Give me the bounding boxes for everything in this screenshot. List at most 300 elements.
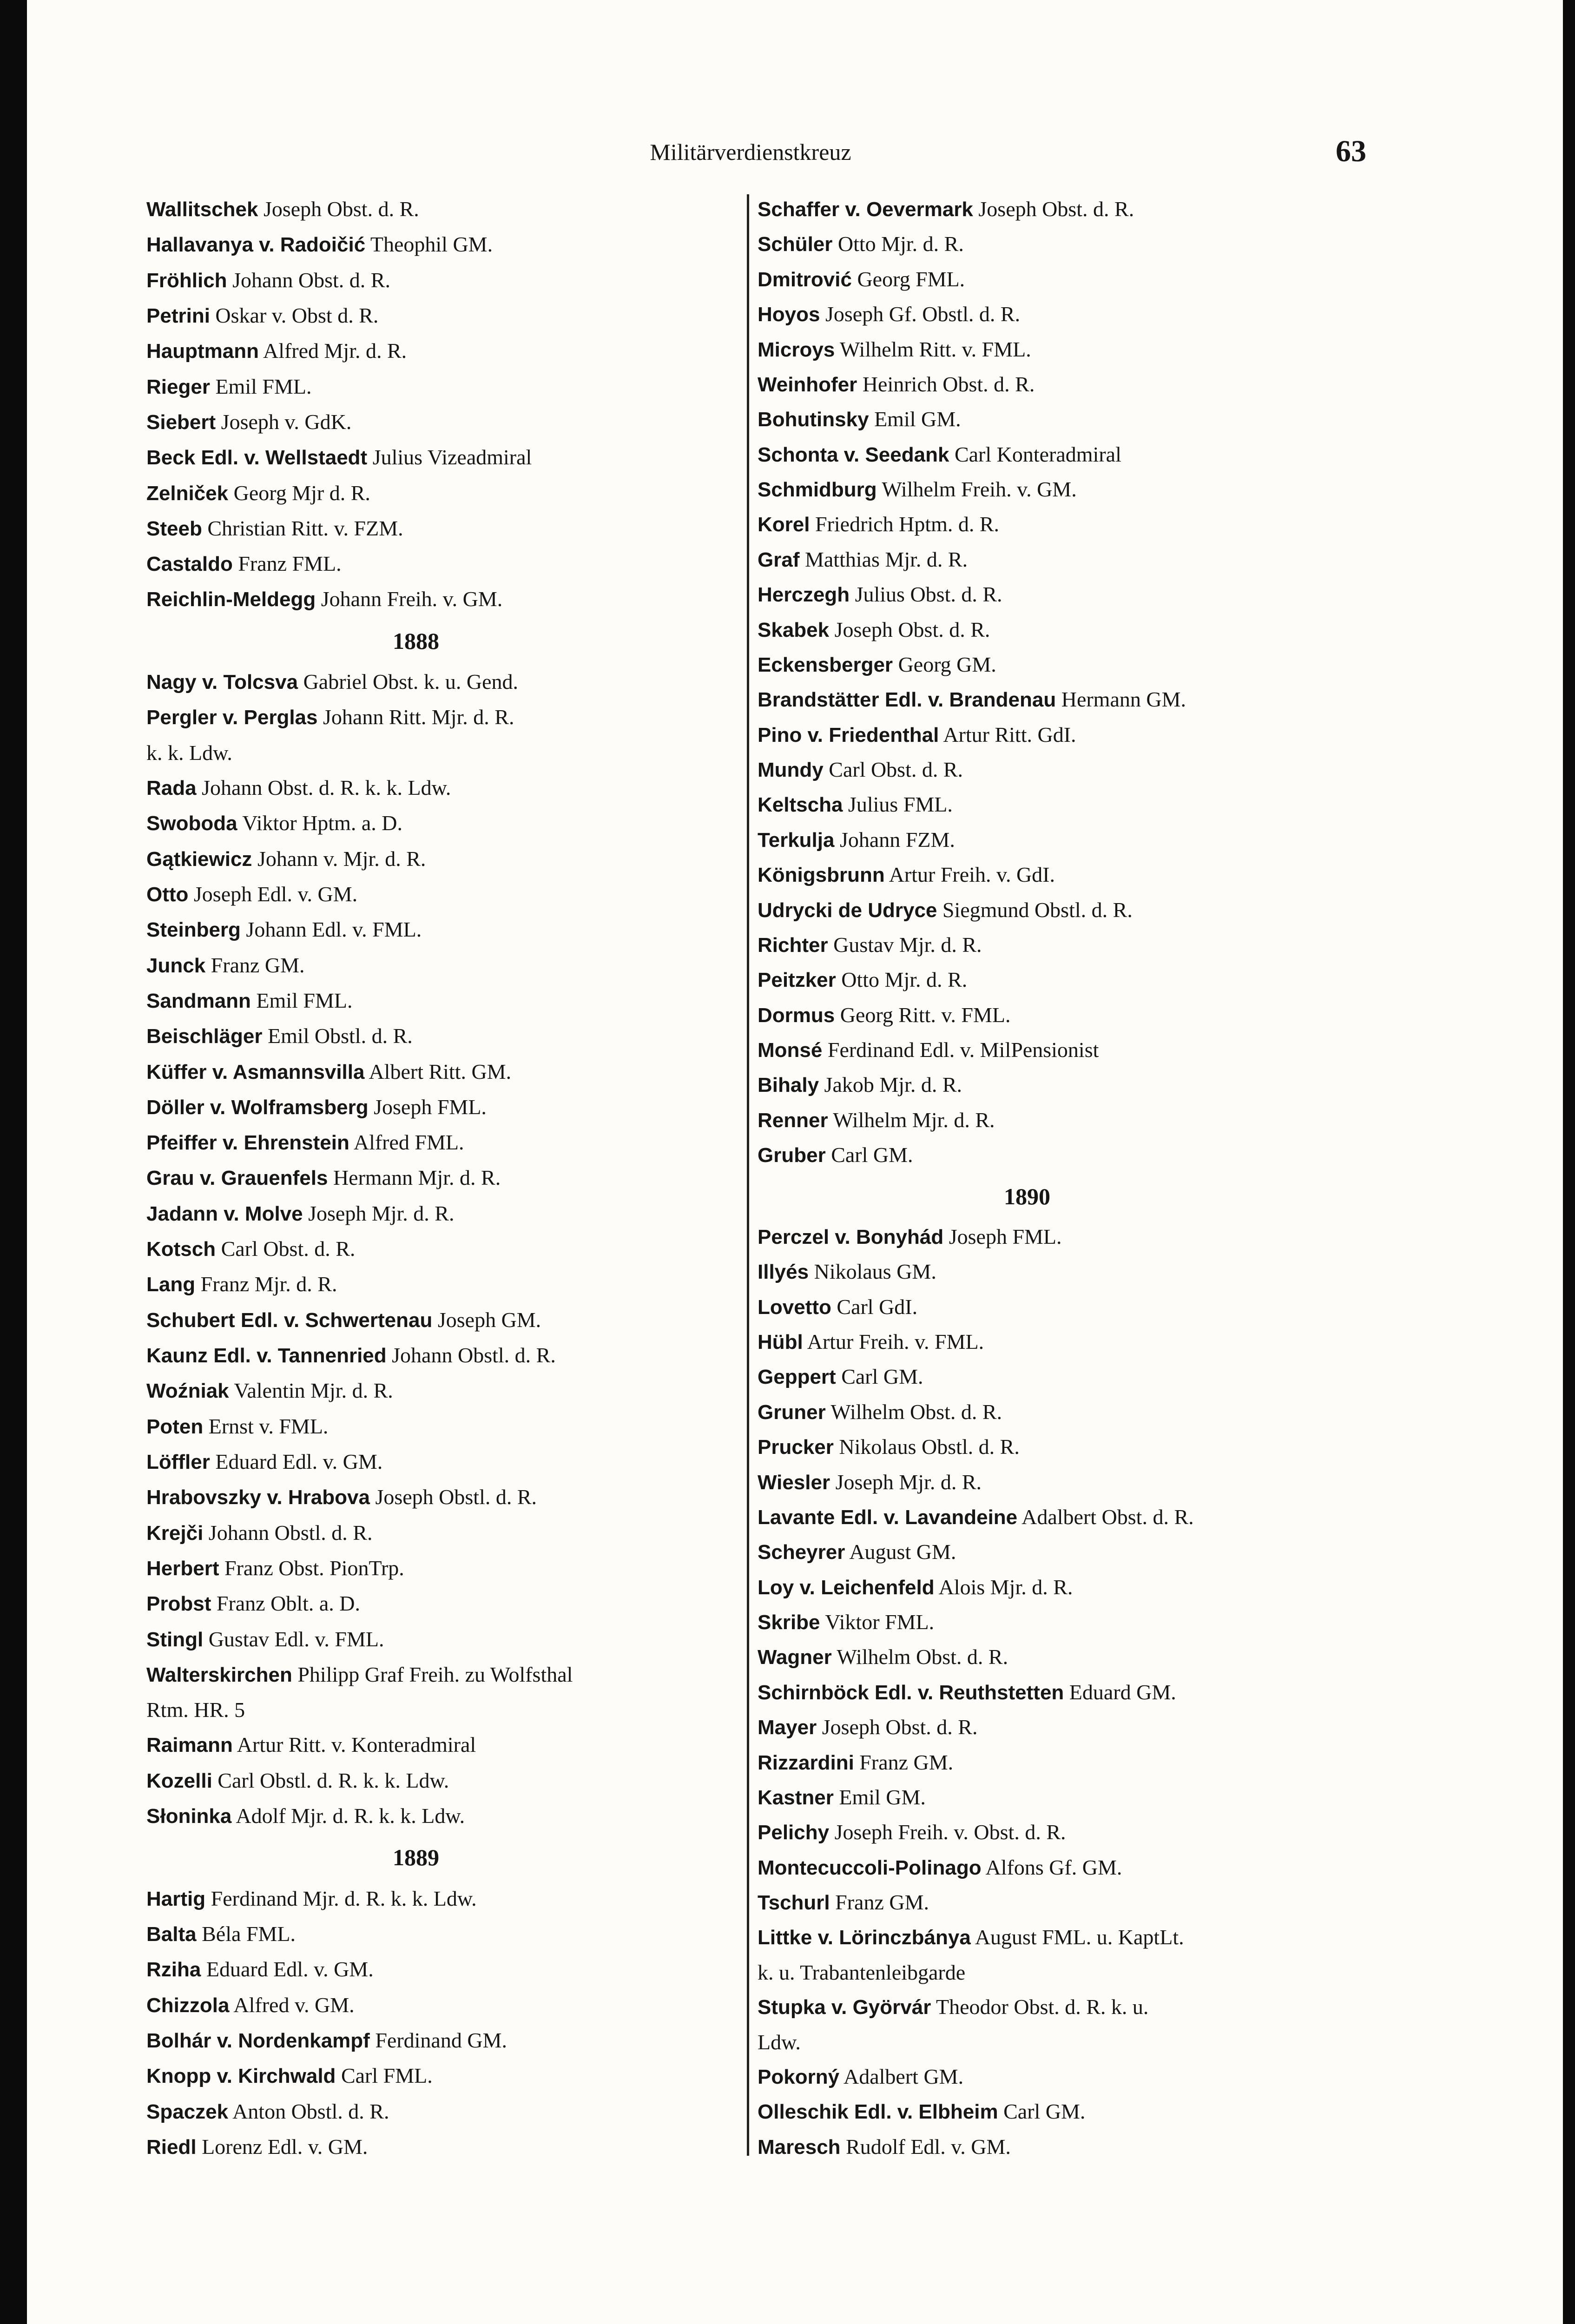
entry-surname: Wallitschek xyxy=(146,198,258,221)
entry-surname: Löffler xyxy=(146,1450,210,1473)
entry-surname: Dormus xyxy=(758,1004,835,1027)
entry-details: Alfred Mjr. d. R. xyxy=(263,339,407,363)
page-number: 63 xyxy=(1336,134,1366,168)
entry-details: Ferdinand Edl. v. MilPensionist xyxy=(827,1038,1099,1062)
entry-details: Alfred v. GM. xyxy=(233,1993,355,2017)
scan-border-left xyxy=(0,0,27,2324)
entry-surname: Słoninka xyxy=(146,1805,232,1828)
list-item xyxy=(758,1328,1362,1356)
entry-details: Johann Obstl. d. R. xyxy=(392,1343,556,1367)
list-item xyxy=(758,1398,1362,1426)
entry-surname: Rieger xyxy=(146,375,210,398)
entry-details: Adolf Mjr. d. R. k. k. Ldw. xyxy=(236,1804,465,1828)
entry-surname: Sandmann xyxy=(146,989,251,1012)
list-item xyxy=(146,1058,751,1086)
entry-details: Wilhelm Obst. d. R. xyxy=(837,1645,1008,1669)
entry-surname: Stupka v. Györvár xyxy=(758,1996,931,2019)
list-item xyxy=(146,1235,751,1263)
entry-surname: Hauptmann xyxy=(146,340,259,363)
entry-details: Rudolf Edl. v. GM. xyxy=(846,2134,1011,2159)
entry-details: Oskar v. Obst d. R. xyxy=(215,303,379,327)
list-item xyxy=(146,1022,751,1050)
entry-surname: Monsé xyxy=(758,1039,823,1062)
list-item xyxy=(758,1106,1362,1135)
entry-surname: Hartig xyxy=(146,1887,206,1910)
entry-details: Christian Ritt. v. FZM. xyxy=(207,516,403,540)
list-item xyxy=(146,703,751,732)
entry-details: Béla FML. xyxy=(202,1922,296,1946)
list-item xyxy=(758,1001,1362,1030)
entry-details: Joseph Obstl. d. R. xyxy=(375,1485,537,1509)
entry-details: Johann Obst. d. R. xyxy=(232,268,390,292)
scan-border-right xyxy=(1563,0,1575,2324)
entry-details: Alfons Gf. GM. xyxy=(985,1855,1122,1879)
list-item xyxy=(758,1141,1362,1169)
entry-surname: Döller v. Wolframsberg xyxy=(146,1096,369,1119)
list-item xyxy=(758,2063,1362,2091)
entry-surname: Pelichy xyxy=(758,1821,830,1844)
entry-details: Joseph FML. xyxy=(949,1224,1062,1248)
entry-surname: Beischläger xyxy=(146,1025,263,1048)
entry-surname: Renner xyxy=(758,1109,828,1132)
entry-details: Nikolaus GM. xyxy=(814,1260,936,1284)
entry-surname: Swoboda xyxy=(146,812,237,835)
entry-details: Jakob Mjr. d. R. xyxy=(824,1073,962,1097)
entry-details: Georg Ritt. v. FML. xyxy=(840,1003,1011,1027)
list-item xyxy=(146,479,751,508)
list-item xyxy=(758,1749,1362,1777)
entry-surname: Richter xyxy=(758,933,828,957)
entry-details: Artur Freih. v. GdI. xyxy=(889,863,1055,887)
entry-continuation xyxy=(146,1696,751,1724)
entry-details: Wilhelm Ritt. v. FML. xyxy=(839,337,1031,361)
list-item xyxy=(146,880,751,909)
entry-surname: Stingl xyxy=(146,1628,204,1651)
entry-details: Viktor Hptm. a. D. xyxy=(242,811,402,835)
entry-surname: Eckensberger xyxy=(758,653,893,676)
running-title: Militärverdienstkreuz xyxy=(650,139,851,165)
entry-details: Emil FML. xyxy=(215,374,312,398)
entry-surname: Hoyos xyxy=(758,303,820,326)
list-item xyxy=(758,1258,1362,1286)
entry-surname: Steinberg xyxy=(146,918,241,942)
list-item xyxy=(758,2133,1362,2161)
list-item xyxy=(758,616,1362,644)
entry-details: Franz Obst. PionTrp. xyxy=(224,1556,404,1580)
entry-details: Carl GdI. xyxy=(837,1294,918,1319)
list-item xyxy=(146,1270,751,1299)
entry-details: Joseph GM. xyxy=(437,1307,541,1332)
entry-surname: Reichlin-Meldegg xyxy=(146,588,316,611)
entry-details: Artur Freih. v. FML. xyxy=(807,1330,984,1353)
list-item xyxy=(758,1071,1362,1099)
entry-surname: Skribe xyxy=(758,1611,820,1634)
list-item xyxy=(758,581,1362,609)
entry-surname: Junck xyxy=(146,954,206,977)
entry-surname: Raimann xyxy=(146,1734,233,1757)
list-item xyxy=(146,1129,751,1157)
entry-surname: Pergler v. Perglas xyxy=(146,706,318,729)
entry-surname: Wagner xyxy=(758,1646,832,1669)
entry-surname: Hrabovszky v. Hrabova xyxy=(146,1486,370,1509)
entry-details: Julius Obst. d. R. xyxy=(855,582,1002,607)
list-item xyxy=(146,373,751,401)
list-item xyxy=(146,2062,751,2090)
list-item xyxy=(758,510,1362,539)
entry-details: Valentin Mjr. d. R. xyxy=(234,1379,393,1403)
entry-surname: Kozelli xyxy=(146,1769,212,1792)
list-item xyxy=(146,987,751,1015)
list-item xyxy=(146,1920,751,1948)
entry-surname: Schüler xyxy=(758,233,833,256)
list-item xyxy=(758,336,1362,364)
list-item xyxy=(146,1519,751,1547)
entry-details: k. k. Ldw. xyxy=(146,740,232,765)
entry-surname: Illyés xyxy=(758,1261,809,1284)
list-item xyxy=(146,774,751,802)
list-item xyxy=(758,265,1362,294)
list-item xyxy=(146,266,751,295)
entry-surname: Walterskirchen xyxy=(146,1663,292,1686)
entry-details: Albert Ritt. GM. xyxy=(369,1059,512,1083)
entry-details: Carl FML. xyxy=(341,2064,433,2088)
entry-surname: Kaunz Edl. v. Tannenried xyxy=(146,1344,387,1367)
entry-surname: Schaffer v. Oevermark xyxy=(758,198,973,221)
entry-surname: Gątkiewicz xyxy=(146,847,252,871)
list-item xyxy=(146,585,751,614)
column-divider xyxy=(747,194,749,2156)
entry-details: k. u. Trabantenleibgarde xyxy=(758,1960,966,1984)
list-item xyxy=(758,441,1362,469)
list-item xyxy=(758,546,1362,574)
entry-surname: Bolhár v. Nordenkampf xyxy=(146,2029,370,2052)
entry-details: Wilhelm Mjr. d. R. xyxy=(833,1108,995,1132)
entry-details: Joseph Edl. v. GM. xyxy=(193,882,358,906)
list-item xyxy=(758,1854,1362,1882)
entry-details: Gabriel Obst. k. u. Gend. xyxy=(303,670,519,694)
entry-surname: Schmidburg xyxy=(758,478,877,501)
list-item xyxy=(758,896,1362,924)
entry-surname: Kastner xyxy=(758,1786,834,1809)
entry-details: Adalbert Obst. d. R. xyxy=(1021,1505,1194,1529)
list-item xyxy=(146,1483,751,1512)
list-item xyxy=(758,405,1362,434)
entry-surname: Nagy v. Tolcsva xyxy=(146,671,298,694)
list-item xyxy=(758,861,1362,889)
entry-surname: Lavante Edl. v. Lavandeine xyxy=(758,1505,1018,1529)
entry-surname: Pino v. Friedenthal xyxy=(758,723,939,746)
entry-surname: Herczegh xyxy=(758,583,850,607)
entry-surname: Graf xyxy=(758,548,800,571)
entry-details: Franz Mjr. d. R. xyxy=(200,1272,337,1296)
entry-surname: Probst xyxy=(146,1592,211,1616)
entry-surname: Fröhlich xyxy=(146,269,227,292)
entry-surname: Prucker xyxy=(758,1436,834,1459)
list-item xyxy=(758,1293,1362,1321)
list-item xyxy=(758,1818,1362,1847)
entry-surname: Königsbrunn xyxy=(758,864,885,887)
page-header xyxy=(135,134,1366,176)
entry-details: Friedrich Hptm. d. R. xyxy=(815,512,1000,536)
year-heading: 1889 xyxy=(393,1844,439,1871)
entry-surname: Kotsch xyxy=(146,1238,216,1261)
list-item xyxy=(146,1590,751,1618)
entry-surname: Schubert Edl. v. Schwertenau xyxy=(146,1308,433,1332)
entry-details: Hermann Mjr. d. R. xyxy=(333,1166,501,1190)
list-item xyxy=(758,1608,1362,1637)
entry-details: Lorenz Edl. v. GM. xyxy=(202,2134,368,2159)
entry-surname: Wiesler xyxy=(758,1471,830,1494)
list-item xyxy=(146,1955,751,1984)
entry-details: Joseph Obst. d. R. xyxy=(263,197,419,221)
entry-details: Ferdinand Mjr. d. R. k. k. Ldw. xyxy=(211,1886,477,1910)
list-item xyxy=(146,195,751,224)
entry-surname: Pokorný xyxy=(758,2065,840,2088)
entry-details: Georg Mjr d. R. xyxy=(233,481,370,505)
list-item xyxy=(758,1363,1362,1391)
entry-continuation xyxy=(758,1959,1362,1987)
list-item xyxy=(146,1802,751,1830)
list-item xyxy=(146,443,751,472)
entry-surname: Mayer xyxy=(758,1716,817,1739)
list-item xyxy=(146,2027,751,2055)
entry-details: Alfred FML. xyxy=(353,1130,464,1155)
entry-details: Johann FZM. xyxy=(839,827,955,852)
entry-surname: Balta xyxy=(146,1923,197,1946)
entry-details: Nikolaus Obstl. d. R. xyxy=(839,1435,1020,1459)
entry-details: Hermann GM. xyxy=(1061,687,1186,712)
entry-surname: Steeb xyxy=(146,517,202,540)
list-item xyxy=(146,1767,751,1795)
list-item xyxy=(146,1625,751,1654)
list-item xyxy=(758,195,1362,224)
list-item xyxy=(146,408,751,436)
entry-surname: Riedl xyxy=(146,2135,197,2159)
entry-details: Ldw. xyxy=(758,2030,801,2054)
list-item xyxy=(758,756,1362,784)
list-item xyxy=(146,302,751,330)
entry-surname: Dmitrović xyxy=(758,268,852,291)
entry-surname: Pfeiffer v. Ehrenstein xyxy=(146,1131,349,1155)
list-item xyxy=(146,1413,751,1441)
entry-details: Anton Obstl. d. R. xyxy=(232,2099,389,2123)
year-heading: 1890 xyxy=(1004,1183,1050,1209)
entry-details: Joseph v. GdK. xyxy=(221,409,352,434)
entry-surname: Küffer v. Asmannsvilla xyxy=(146,1060,365,1083)
entry-details: Georg GM. xyxy=(898,652,996,676)
entry-surname: Siebert xyxy=(146,410,216,434)
entry-details: Emil GM. xyxy=(874,407,961,431)
entry-surname: Weinhofer xyxy=(758,373,857,396)
list-item xyxy=(758,1678,1362,1707)
entry-details: Joseph Obst. d. R. xyxy=(834,617,990,641)
entry-surname: Woźniak xyxy=(146,1380,229,1403)
list-item xyxy=(146,1991,751,2020)
entry-surname: Knopp v. Kirchwald xyxy=(146,2065,336,2088)
entry-details: Carl GM. xyxy=(841,1365,923,1389)
list-item xyxy=(758,1538,1362,1566)
entry-details: Otto Mjr. d. R. xyxy=(837,232,964,256)
entry-surname: Castaldo xyxy=(146,553,233,576)
entry-details: Gustav Mjr. d. R. xyxy=(833,932,982,957)
list-item xyxy=(146,1341,751,1370)
entry-continuation xyxy=(146,739,751,767)
entry-surname: Olleschik Edl. v. Elbheim xyxy=(758,2100,998,2124)
entry-details: Ernst v. FML. xyxy=(208,1414,329,1438)
entry-details: Theophil GM. xyxy=(370,232,493,257)
entry-details: Franz GM. xyxy=(859,1750,954,1774)
entry-details: Joseph Obst. d. R. xyxy=(822,1715,978,1739)
entry-surname: Skabek xyxy=(758,618,830,641)
entry-details: Joseph Gf. Obstl. d. R. xyxy=(825,302,1021,326)
list-item xyxy=(146,1200,751,1228)
list-item xyxy=(758,230,1362,258)
entry-surname: Tschurl xyxy=(758,1891,830,1914)
list-item xyxy=(758,370,1362,399)
list-item xyxy=(146,1093,751,1122)
entry-surname: Lovetto xyxy=(758,1295,831,1319)
entry-details: Adalbert GM. xyxy=(844,2064,964,2088)
entry-surname: Gruber xyxy=(758,1144,826,1167)
entry-surname: Loy v. Leichenfeld xyxy=(758,1576,935,1599)
entry-surname: Otto xyxy=(146,883,189,906)
list-item xyxy=(758,1433,1362,1461)
entry-surname: Scheyrer xyxy=(758,1541,845,1564)
entry-surname: Perczel v. Bonyhád xyxy=(758,1225,944,1248)
entry-details: Franz GM. xyxy=(835,1890,929,1914)
list-item xyxy=(758,1923,1362,1952)
list-item xyxy=(146,916,751,944)
entry-details: Otto Mjr. d. R. xyxy=(841,968,968,992)
entry-details: Johann Obst. d. R. k. k. Ldw. xyxy=(202,776,451,799)
entry-surname: Keltscha xyxy=(758,793,843,817)
list-item xyxy=(758,1503,1362,1532)
entry-surname: Zelniček xyxy=(146,482,229,505)
list-item xyxy=(146,845,751,873)
entry-details: Philipp Graf Freih. zu Wolfsthal xyxy=(297,1662,573,1686)
entry-surname: Hallavanya v. Radoičić xyxy=(146,233,366,257)
list-item xyxy=(146,809,751,838)
list-item xyxy=(146,231,751,259)
entry-details: Johann Obstl. d. R. xyxy=(208,1520,373,1545)
entry-details: Viktor FML. xyxy=(825,1610,935,1634)
entry-surname: Rada xyxy=(146,777,197,799)
entry-surname: Littke v. Lörinczbánya xyxy=(758,1926,971,1949)
entry-details: Emil FML. xyxy=(256,988,353,1012)
list-item xyxy=(146,2133,751,2161)
list-item xyxy=(758,721,1362,749)
list-item xyxy=(758,651,1362,679)
entry-surname: Gruner xyxy=(758,1400,826,1424)
entry-surname: Bohutinsky xyxy=(758,408,869,431)
list-item xyxy=(146,550,751,578)
entry-surname: Geppert xyxy=(758,1366,836,1389)
list-item xyxy=(758,1036,1362,1064)
list-item xyxy=(146,951,751,980)
entry-details: Joseph Mjr. d. R. xyxy=(835,1470,982,1494)
entry-surname: Chizzola xyxy=(146,1994,230,2017)
entry-details: Franz FML. xyxy=(238,552,342,576)
entry-details: Johann Edl. v. FML. xyxy=(246,918,422,942)
left-column xyxy=(146,195,751,2161)
entry-details: Julius Vizeadmiral xyxy=(372,445,532,469)
entry-surname: Mundy xyxy=(758,759,824,781)
list-item xyxy=(146,1377,751,1405)
entry-details: Carl Obst. d. R. xyxy=(829,758,963,781)
list-item xyxy=(146,1731,751,1759)
entry-surname: Krejči xyxy=(146,1521,204,1545)
entry-details: Johann Freih. v. GM. xyxy=(321,587,503,611)
entry-details: Carl Konteradmiral xyxy=(954,442,1121,466)
list-item xyxy=(758,826,1362,854)
list-item xyxy=(146,337,751,365)
list-item xyxy=(146,1164,751,1192)
entry-surname: Spaczek xyxy=(146,2100,229,2123)
entry-details: Siegmund Obstl. d. R. xyxy=(942,898,1133,922)
entry-details: Joseph Mjr. d. R. xyxy=(308,1201,455,1225)
entry-surname: Terkulja xyxy=(758,828,835,852)
entry-details: Carl GM. xyxy=(831,1143,913,1167)
entry-details: Johann Ritt. Mjr. d. R. xyxy=(323,705,514,729)
list-item xyxy=(758,475,1362,504)
entry-details: Joseph FML. xyxy=(374,1095,487,1119)
entry-details: Franz GM. xyxy=(211,953,305,977)
entry-surname: Rizzardini xyxy=(758,1751,854,1774)
list-item xyxy=(758,1888,1362,1917)
entry-surname: Montecuccoli-Polinago xyxy=(758,1856,982,1879)
entry-surname: Beck Edl. v. Wellstaedt xyxy=(146,446,368,469)
entry-details: August GM. xyxy=(849,1540,956,1564)
list-item xyxy=(146,1306,751,1334)
list-item xyxy=(758,791,1362,819)
entry-surname: Schonta v. Seedank xyxy=(758,443,949,466)
entry-details: Gustav Edl. v. FML. xyxy=(208,1627,384,1651)
entry-surname: Microys xyxy=(758,338,835,361)
list-item xyxy=(758,1713,1362,1742)
entry-details: Julius FML. xyxy=(848,792,953,817)
entry-surname: Rziha xyxy=(146,1958,201,1981)
entry-details: Alois Mjr. d. R. xyxy=(938,1575,1073,1599)
list-item xyxy=(146,1661,751,1689)
entry-details: Rtm. HR. 5 xyxy=(146,1698,245,1722)
entry-details: Johann v. Mjr. d. R. xyxy=(257,846,426,871)
entry-surname: Brandstätter Edl. v. Brandenau xyxy=(758,688,1056,712)
entry-details: Emil GM. xyxy=(839,1785,926,1809)
entry-details: Carl Obstl. d. R. k. k. Ldw. xyxy=(217,1768,449,1792)
entry-details: August FML. u. KaptLt. xyxy=(975,1925,1184,1949)
list-item xyxy=(146,1448,751,1476)
list-item xyxy=(758,686,1362,714)
list-item xyxy=(758,1783,1362,1812)
list-item xyxy=(146,2098,751,2126)
entry-details: Heinrich Obst. d. R. xyxy=(862,372,1035,396)
entry-surname: Korel xyxy=(758,513,810,536)
entry-details: Wilhelm Obst. d. R. xyxy=(830,1400,1002,1424)
entry-surname: Grau v. Grauenfels xyxy=(146,1167,328,1190)
entry-surname: Petrini xyxy=(146,304,210,327)
list-item xyxy=(146,668,751,696)
list-item xyxy=(758,2098,1362,2126)
entry-surname: Maresch xyxy=(758,2135,841,2159)
list-item xyxy=(758,1993,1362,2021)
list-item xyxy=(758,1468,1362,1497)
right-column xyxy=(758,195,1362,2161)
entry-details: Artur Ritt. GdI. xyxy=(943,722,1076,746)
entry-details: Emil Obstl. d. R. xyxy=(267,1024,413,1048)
entry-details: Georg FML. xyxy=(857,267,965,291)
entry-surname: Bihaly xyxy=(758,1074,819,1097)
entry-details: Ferdinand GM. xyxy=(375,2028,507,2052)
